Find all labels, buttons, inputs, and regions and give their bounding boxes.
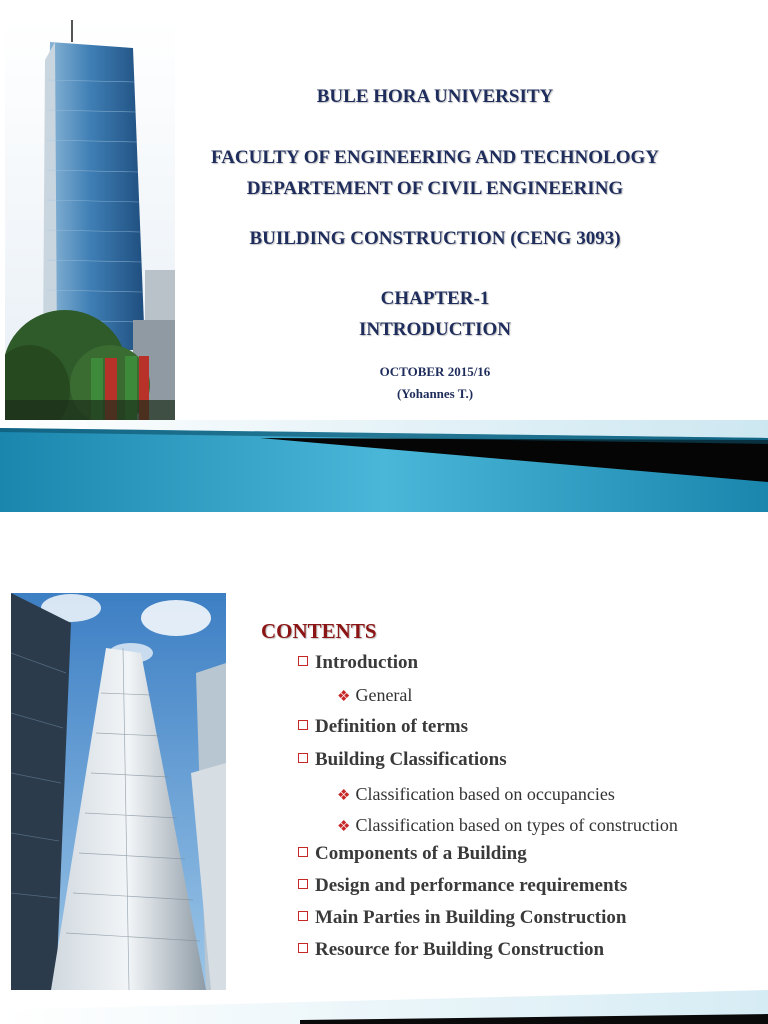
- list-item: [298, 939, 604, 961]
- list-item: [298, 716, 468, 738]
- list-item: [337, 784, 615, 805]
- hollow-square-bullet-icon: [298, 847, 308, 857]
- list-item: [337, 685, 412, 706]
- list-item-text: Components of a Building: [315, 843, 527, 864]
- list-item-text: Classification based on types of construction: [355, 815, 678, 835]
- diamond-bullet-icon: ❖: [337, 689, 351, 705]
- list-item-text: Introduction: [315, 652, 419, 673]
- skyscraper-photo-contents: [11, 593, 226, 990]
- faculty-department-block: [150, 142, 720, 204]
- list-item-text: Design and performance requirements: [315, 875, 628, 896]
- chapter-title: INTRODUCTION: [358, 319, 512, 340]
- list-item-text: Main Parties in Building Construction: [315, 907, 627, 928]
- band-graphic: [0, 420, 768, 512]
- hollow-square-bullet-icon: [298, 911, 308, 921]
- contents-heading: CONTENTS: [261, 619, 377, 643]
- chapter-number: CHAPTER-1: [380, 288, 490, 309]
- skyscraper-contents-illustration: [11, 593, 226, 990]
- hollow-square-bullet-icon: [298, 720, 308, 730]
- department-name: DEPARTEMENT OF CIVIL ENGINEERING: [246, 178, 624, 199]
- list-item-text: General: [355, 685, 413, 705]
- list-item: [298, 875, 627, 897]
- hollow-square-bullet-icon: [298, 879, 308, 889]
- hollow-square-bullet-icon: [298, 943, 308, 953]
- list-item-text: Classification based on occupancies: [355, 784, 615, 804]
- course-title: BUILDING CONSTRUCTION (CENG 3093): [249, 228, 621, 249]
- diamond-bullet-icon: ❖: [337, 819, 351, 835]
- diamond-bullet-icon: ❖: [337, 788, 351, 804]
- list-item: [298, 907, 626, 929]
- date-text: OCTOBER 2015/16: [379, 364, 491, 379]
- list-item-text: Building Classifications: [315, 749, 507, 770]
- list-item: [337, 815, 678, 836]
- contents-slide: [0, 512, 768, 1024]
- author-text: (Yohannes T.): [396, 386, 474, 401]
- hollow-square-bullet-icon: [298, 656, 308, 666]
- hollow-square-bullet-icon: [298, 753, 308, 763]
- list-item: [298, 749, 507, 771]
- university-name: BULE HORA UNIVERSITY: [316, 86, 554, 107]
- faculty-name: FACULTY OF ENGINEERING AND TECHNOLOGY: [211, 147, 659, 168]
- bottom-band-graphic: [0, 990, 768, 1024]
- decorative-blue-band: [0, 420, 768, 512]
- list-item: [298, 652, 418, 674]
- list-item: [298, 843, 527, 865]
- chapter-block: [150, 283, 720, 345]
- decorative-bottom-band: [0, 990, 768, 1024]
- list-item-text: Resource for Building Construction: [315, 939, 605, 960]
- list-item-text: Definition of terms: [315, 716, 469, 737]
